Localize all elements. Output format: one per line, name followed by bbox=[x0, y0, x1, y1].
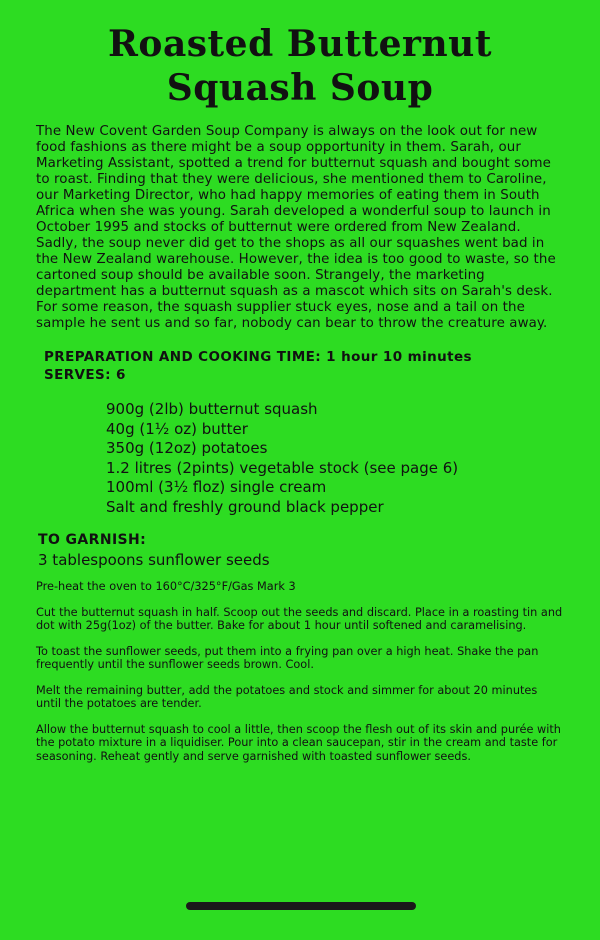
garnish-heading: TO GARNISH: bbox=[38, 532, 147, 548]
recipe-meta bbox=[44, 348, 564, 384]
title-line-2: Squash Soup bbox=[166, 67, 434, 109]
recipe-page bbox=[0, 22, 600, 940]
intro-paragraph: The New Covent Garden Soup Company is always on the look out for new food fashions as there might be a soup opportunity in them. Sarah, our Marketing Assistant, spotted a trend for butternut squash and bought some to roast. Finding that they were delicious, she mentioned them to Caroline, our Marketing Director, who had happy memories of eating them in South Africa when she was young. Sarah developed a wonderful soup to launch in October 1995 and stocks of butternut were ordered from New Zealand. Sadly, the soup never did get to the shops as all our squashes went bad in the New Zealand warehouse. However, the idea is too good to waste, so the cartoned soup should be available soon. Strangely, the marketing department has a butternut squash as a mascot which sits on Sarah's desk. For some reason, the squash supplier stuck eyes, nose and a tail on the sample he sent us and so far, nobody can bear to throw the creature away. bbox=[36, 124, 556, 331]
ingredient-item: 40g (1½ oz) butter bbox=[106, 419, 248, 438]
method-steps bbox=[36, 580, 564, 763]
method-step: To toast the sunflower seeds, put them into a frying pan over a high heat. Shake the pan frequently until the sunflower seeds brown. Cool. bbox=[36, 644, 539, 671]
garnish-item: 3 tablespoons sunflower seeds bbox=[38, 551, 270, 569]
ingredient-list bbox=[106, 400, 564, 517]
title-line-1: Roasted Butternut bbox=[108, 23, 492, 65]
ingredient-item: 100ml (3½ floz) single cream bbox=[106, 478, 327, 496]
ingredient-item: Salt and freshly ground black pepper bbox=[106, 497, 384, 516]
prep-time: PREPARATION AND COOKING TIME: 1 hour 10 minutes bbox=[44, 349, 472, 365]
recipe-title bbox=[36, 22, 564, 110]
ingredient-item: 1.2 litres (2pints) vegetable stock (see page 6) bbox=[106, 458, 459, 477]
method-step: Pre-heat the oven to 160°C/325°F/Gas Mark 3 bbox=[36, 580, 296, 593]
method-step: Cut the butternut squash in half. Scoop out the seeds and discard. Place in a roasting tin and dot with 25g(1oz) of the butter. Bake for about 1 hour until softened and caramelising. bbox=[36, 605, 563, 632]
method-step: Melt the remaining butter, add the potatoes and stock and simmer for about 20 minutes until the potatoes are tender. bbox=[36, 683, 538, 710]
ingredient-item: 350g (12oz) potatoes bbox=[106, 439, 268, 457]
decorative-underline bbox=[186, 902, 416, 910]
ingredient-item: 900g (2lb) butternut squash bbox=[106, 400, 318, 418]
method-step: Allow the butternut squash to cool a little, then scoop the flesh out of its skin and purée with the potato mixture in a liquidiser. Pour into a clean saucepan, stir in the cream and taste for seasoning. Reheat gently and serve garnished with toasted sunflower seeds. bbox=[36, 722, 561, 763]
serves: SERVES: 6 bbox=[44, 367, 126, 383]
